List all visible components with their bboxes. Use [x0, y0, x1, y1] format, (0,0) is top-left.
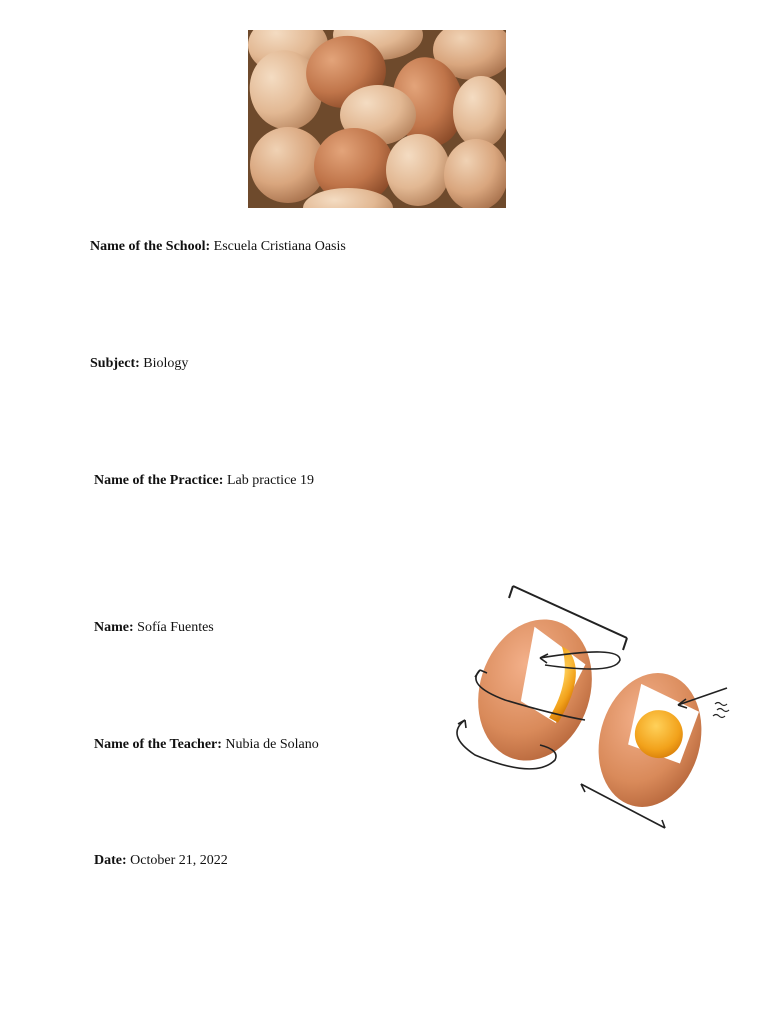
practice-field	[94, 472, 314, 490]
practice-label: Name of the Practice:	[94, 473, 224, 488]
practice-value: Lab practice 19	[226, 473, 314, 488]
spinning-eggs-image	[445, 580, 745, 840]
eggs-photo	[248, 30, 506, 208]
date-field	[94, 852, 228, 870]
name-label: Name:	[94, 620, 134, 635]
name-value: Sofía Fuentes	[137, 620, 214, 635]
subject-label: Subject:	[90, 356, 140, 371]
subject-value: Biology	[143, 356, 189, 371]
name-field	[94, 619, 214, 637]
school-field	[90, 238, 346, 256]
date-value: October 21, 2022	[130, 853, 228, 868]
teacher-value: Nubia de Solano	[225, 737, 319, 752]
date-label: Date:	[94, 853, 127, 868]
school-value: Escuela Cristiana Oasis	[213, 239, 346, 254]
eggs-photo-image	[248, 30, 506, 208]
subject-field	[90, 355, 188, 373]
school-label: Name of the School:	[90, 239, 211, 254]
teacher-label: Name of the Teacher:	[94, 737, 222, 752]
spinning-eggs-illustration	[445, 580, 745, 840]
teacher-field	[94, 736, 319, 754]
